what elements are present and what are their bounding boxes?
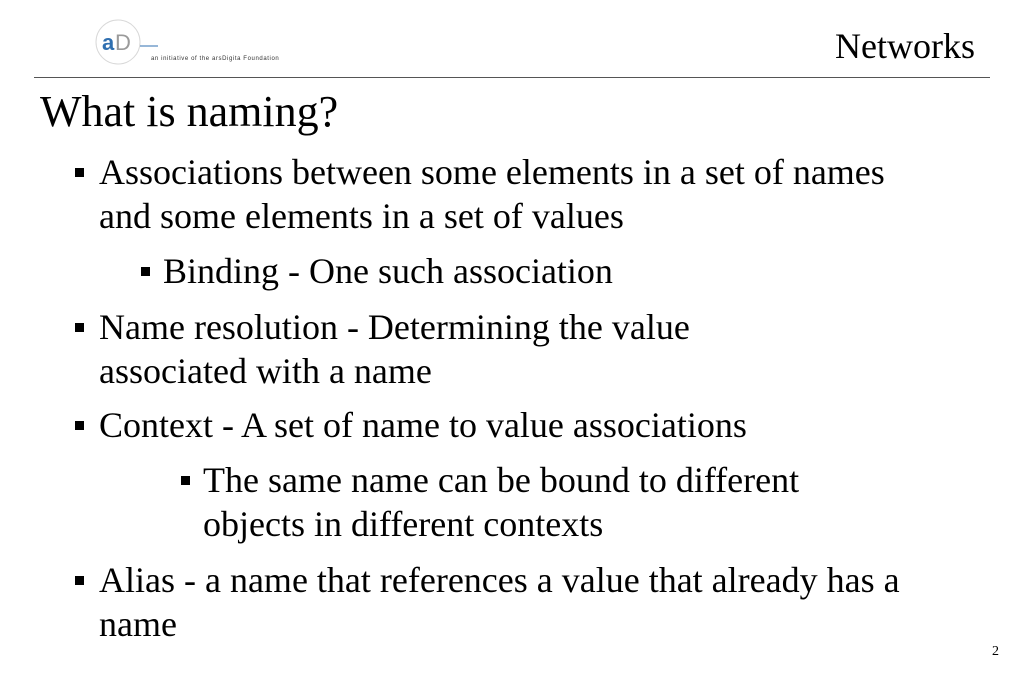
square-bullet-icon <box>75 576 84 585</box>
bullet-text: The same name can be bound to different objects in different contexts <box>203 460 800 544</box>
arsdigita-university-logo <box>78 12 338 72</box>
square-bullet-icon <box>75 421 84 430</box>
section-title: Networks <box>835 26 975 66</box>
square-bullet-icon <box>75 168 84 177</box>
bullet-text: Binding - One such association <box>163 251 613 291</box>
header-divider <box>34 77 990 78</box>
bullet-item <box>99 558 939 646</box>
svg-text:a: a <box>102 30 115 55</box>
logo-emblem <box>78 12 158 72</box>
square-bullet-icon <box>75 323 84 332</box>
page-number: 2 <box>992 644 999 659</box>
square-bullet-icon <box>181 476 190 485</box>
bullet-text: Name resolution - Determining the value associated with a name <box>99 307 690 391</box>
bullet-item <box>99 150 919 238</box>
bullet-text: Associations between some elements in a set of names and some elements in a set of values <box>99 152 885 236</box>
square-bullet-icon <box>141 267 150 276</box>
bullet-item <box>99 305 799 393</box>
bullet-item <box>163 249 863 293</box>
bullet-text: Context - A set of name to value associations <box>99 405 747 445</box>
bullet-item <box>203 458 903 546</box>
svg-text:D: D <box>115 30 131 55</box>
logo-tagline: an initiative of the arsDigita Foundation <box>151 56 280 62</box>
bullet-item <box>99 403 919 447</box>
slide-title: What is naming? <box>40 87 339 136</box>
bullet-text: Alias - a name that references a value that already has a name <box>99 560 900 644</box>
